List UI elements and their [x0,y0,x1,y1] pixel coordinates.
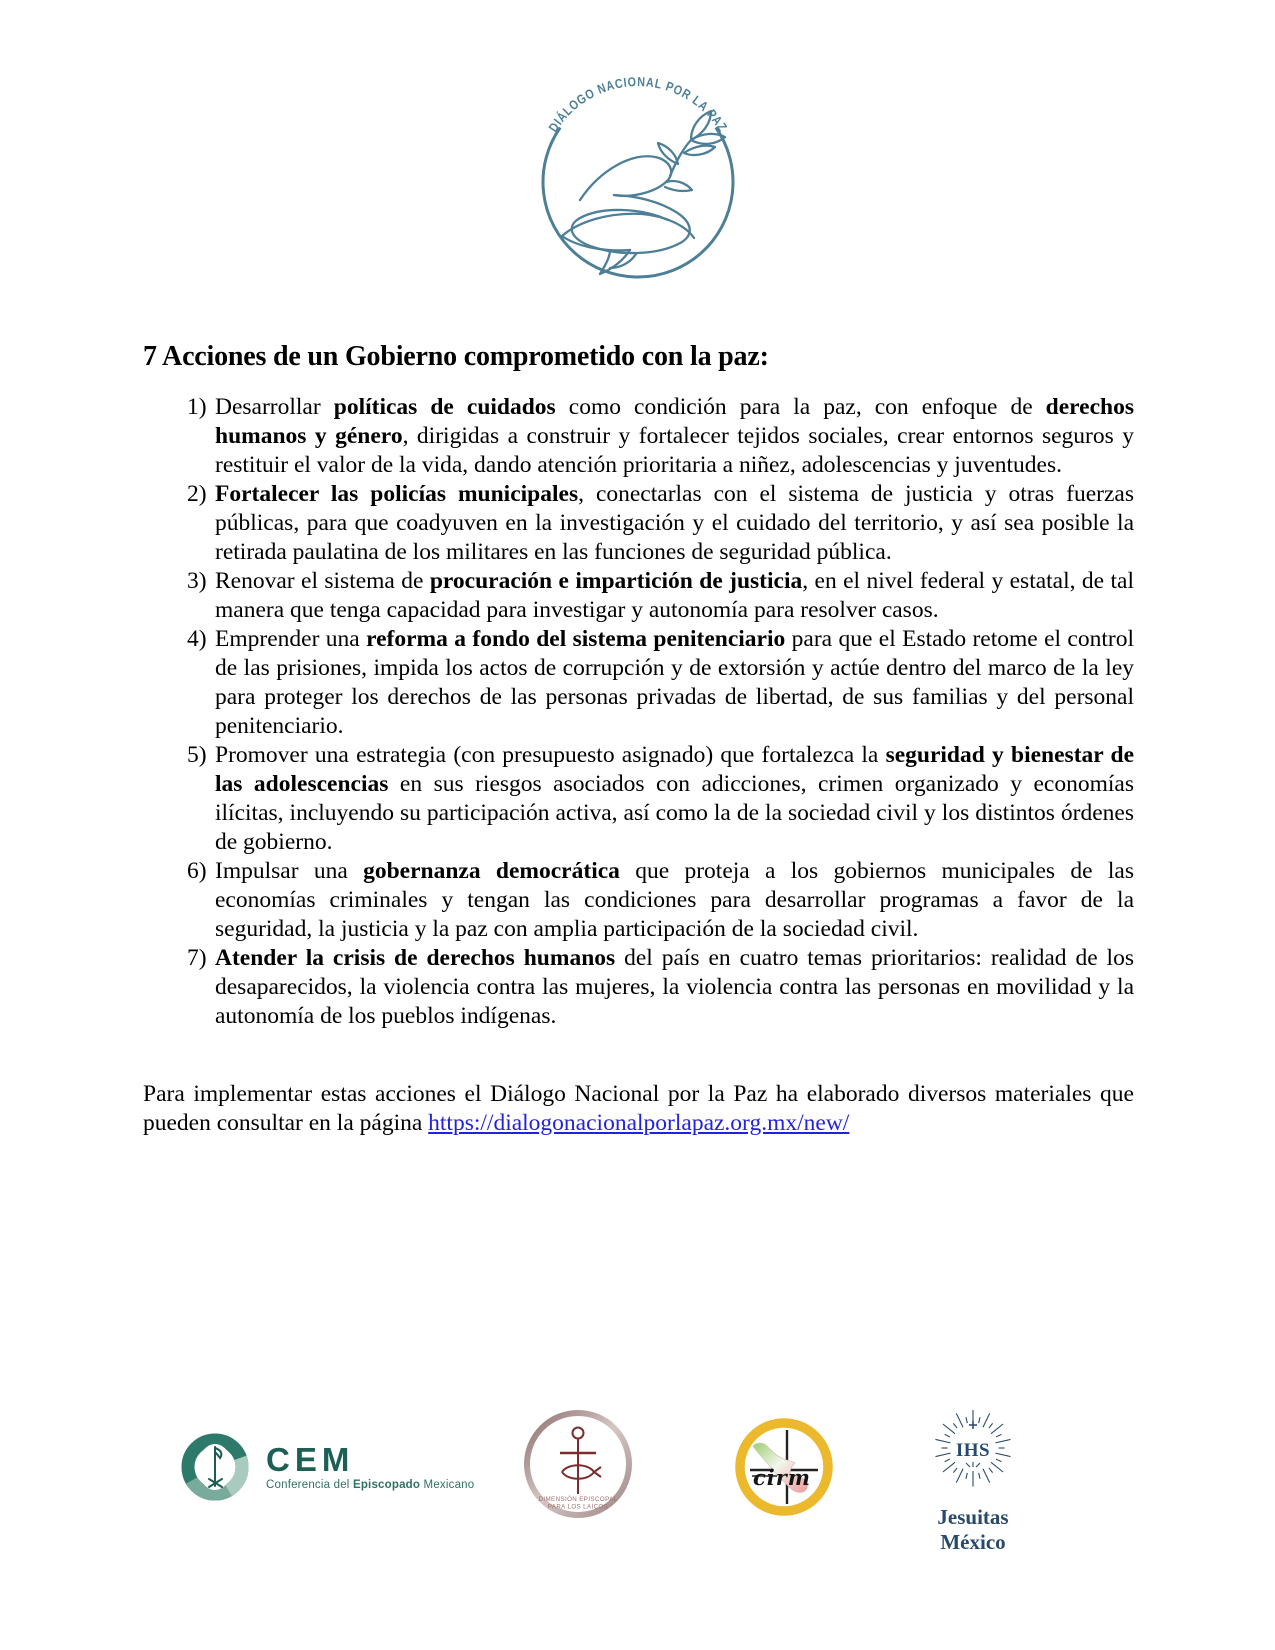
bold-text-run: Fortalecer las policías municipales [215,481,579,507]
bold-text-run: procuración e impartición de justicia [429,568,803,594]
text-run: del país en cuatro temas prioritarios: realidad de los desaparecidos, la violencia contra las mujeres, la violencia contra las personas en movilidad y la autonomía de los pueblos indígenas. [215,945,1134,1029]
bold-text-run: seguridad y bienestar de las adolescencias [215,742,1135,797]
bold-text-run: políticas de cuidados [333,394,556,420]
cem-acronym: CEM [266,1441,355,1478]
list-item-number: 2) [187,481,207,507]
list-item [143,393,1134,480]
jesuitas-caption: Jesuitas México [937,1505,1009,1554]
ihs-monogram: IHS [955,1440,991,1461]
dimension-line1: DIMENSIÓN EPISCOPAL [538,1496,618,1503]
list-item-number: 7) [187,945,207,971]
text-run: , en el nivel federal y estatal, de tal manera que tenga capacidad para investigar y autonomía para resolver casos. [215,568,1134,623]
list-item-number: 4) [187,626,207,652]
cem-emblem-icon [176,1428,254,1506]
text-run: , dirigidas a construir y fortalecer tejidos sociales, crear entornos seguros y restituir el valor de la vida, dando atención prioritaria a niñez, adolescencias y juventudes. [215,423,1134,478]
list-item [143,625,1134,741]
ihs-sunburst-icon [928,1410,1018,1494]
logo-ring [543,128,733,278]
dove-icon [562,111,725,274]
cirm-logo [731,1414,837,1525]
bold-text-run: Atender la crisis de derechos humanos [215,945,616,971]
document-body [143,341,1134,1162]
list-item-number: 6) [187,858,207,884]
dialogo-website-link[interactable]: https://dialogonacionalporlapaz.org.mx/new/ [428,1110,850,1136]
cem-subtitle-post: Mexicano [420,1479,475,1491]
dimension-episcopal-icon [522,1408,634,1520]
dimension-line2: PARA LOS LAICOS [547,1503,609,1511]
actions-list [143,393,1134,1031]
list-item [143,480,1134,567]
text-run: que proteja a los gobiernos municipales de las economías criminales y tengan las condiciones para desarrollar programas a favor de la seguridad, la justicia y la paz con amplia participación de la sociedad civil. [215,858,1134,942]
text-run: , conectarlas con el sistema de justicia y otras fuerzas públicas, para que coadyuven en la investigación y el cuidado del territorio, y así sea posible la retirada paulatina de los militares en las funciones de seguridad pública. [215,481,1134,565]
text-run: Promover una estrategia (con presupuesto asignado) que fortalezca la [215,742,886,768]
cem-subtitle-pre: Conferencia del [266,1479,353,1491]
dimension-episcopal-logo [522,1408,634,1525]
list-item [143,857,1134,944]
closing-paragraph [143,1080,1134,1138]
cirm-icon [731,1414,837,1520]
closing-text: Para implementar estas acciones el Diálogo Nacional por la Paz ha elaborado diversos materiales que pueden consultar en la página [143,1081,1134,1136]
cem-logo [176,1428,474,1506]
list-item-number: 3) [187,568,207,594]
list-item-number: 1) [187,394,207,420]
cem-wordmark [266,1443,474,1491]
list-item [143,741,1134,857]
footer-logos [0,1400,1275,1560]
bold-text-run: reforma a fondo del sistema penitenciario [366,626,786,652]
cirm-script-text: cirm [752,1465,812,1490]
text-run: Impulsar una [215,858,364,884]
text-run: para que el Estado retome el control de las prisiones, impida los actos de corrupción y de extorsión y actúe dentro del marco de la ley para proteger los derechos de las personas privadas de libertad, de sus familias y del personal penitenciario. [215,626,1134,739]
page-title: 7 Acciones de un Gobierno comprometido con la paz: [143,341,769,372]
bold-text-run: derechos humanos y género [215,394,1135,449]
text-run: en sus riesgos asociados con adicciones, crimen organizado y economías ilícitas, incluyendo su participación activa, así como la de la sociedad civil y los distintos órdenes de gobierno. [215,771,1134,855]
list-item [143,944,1134,1031]
text-run: Emprender una [215,626,367,652]
bold-text-run: gobernanza democrática [363,858,620,884]
text-run: Renovar el sistema de [215,568,430,594]
jesuitas-logo [903,1410,1043,1555]
list-item [143,567,1134,625]
dialogo-nacional-logo [518,50,758,295]
logo-arc-text-wrap: DIÁLOGO NACIONAL POR LA PAZ [544,73,731,136]
cem-subtitle [266,1479,474,1491]
dialogo-logo-svg [518,50,758,290]
text-run: como condición para la paz, con enfoque de [555,394,1046,420]
text-run: Desarrollar [215,394,334,420]
list-item-number: 5) [187,742,207,768]
cem-subtitle-bold: Episcopado [352,1479,421,1491]
